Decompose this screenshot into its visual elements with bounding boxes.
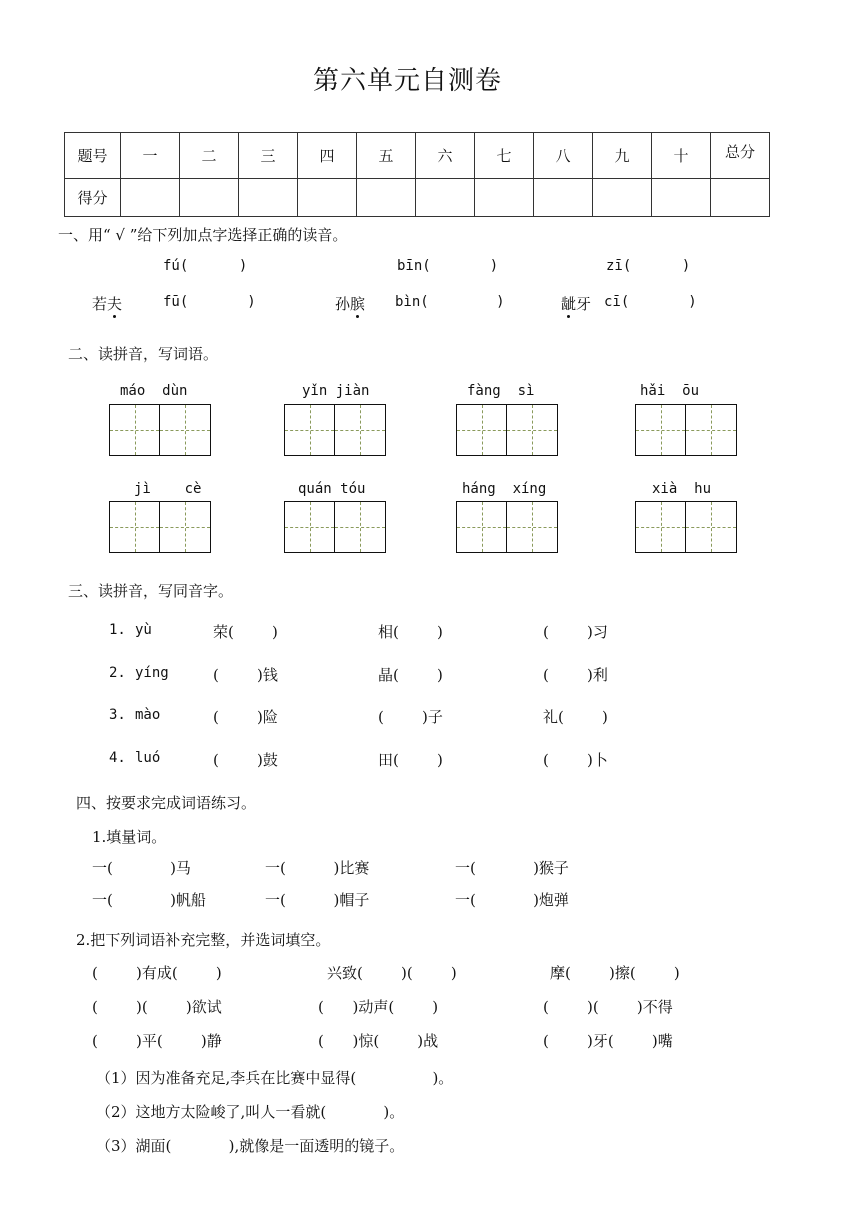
blank-item[interactable]: ( )鼓 [213,751,278,769]
blank-item[interactable]: ( )险 [213,708,278,726]
writing-grid[interactable] [456,404,558,456]
pinyin-label: jì cè [134,481,202,497]
measure-word-item[interactable]: 一( )比赛 [265,859,370,877]
score-table [64,132,770,217]
score-cell[interactable] [298,179,357,217]
idiom-blank[interactable]: ( )有成( ) [92,964,222,982]
blank-item[interactable]: ( )利 [543,666,608,684]
fill-sentence[interactable]: （3）湖面( ),就像是一面透明的镜子。 [96,1137,405,1155]
score-cell[interactable] [121,179,180,217]
pinyin-label: mào [135,707,161,723]
item-number: 1. [109,622,126,638]
measure-word-item[interactable]: 一( )猴子 [455,859,569,877]
page-title: 第六单元自测卷 [313,66,503,96]
blank-item[interactable]: 荣( ) [213,623,278,641]
blank-item[interactable]: ( )子 [378,708,443,726]
fill-sentence[interactable]: （1）因为准备充足,李兵在比赛中显得( )。 [96,1069,454,1087]
blank-item[interactable]: ( )卜 [543,751,608,769]
section-1-heading: 一、用“ √ ”给下列加点字选择正确的读音。 [58,226,348,244]
writing-grid[interactable] [109,501,211,553]
score-header-cell: 四 [298,133,357,179]
idiom-blank[interactable]: ( )( )不得 [543,998,673,1016]
pinyin-label: fàng sì [467,383,535,399]
blank-item[interactable]: 相( ) [378,623,443,641]
pinyin-label: máo dùn [120,383,188,399]
idiom-blank[interactable]: 摩( )擦( ) [550,964,680,982]
section-2-heading: 二、读拼音，写词语。 [68,345,219,363]
dotted-char: 龇 [561,295,577,313]
pinyin-label: hǎi ōu [640,383,700,399]
score-cell[interactable] [711,179,770,217]
score-cell[interactable] [239,179,298,217]
fill-sentence[interactable]: （2）这地方太险峻了,叫人一看就( )。 [96,1103,405,1121]
pinyin-label: háng xíng [462,481,547,497]
score-header-cell: 二 [180,133,239,179]
score-header-cell: 六 [416,133,475,179]
blank-item[interactable]: 田( ) [378,751,443,769]
section-3-heading: 三、读拼音，写同音字。 [68,582,234,600]
writing-grid[interactable] [284,404,386,456]
score-header-cell: 总分 [711,133,770,179]
score-header-cell: 七 [475,133,534,179]
measure-word-item[interactable]: 一( )炮弹 [455,891,569,909]
pinyin-option[interactable]: fū( ) [163,294,256,310]
word-part: 孙 [335,295,351,313]
idiom-blank[interactable]: ( )动声( ) [318,998,439,1016]
word-part: 牙 [576,295,592,313]
score-header-cell: 九 [593,133,652,179]
idiom-blank[interactable]: 兴致( )( ) [327,964,457,982]
dotted-char: 膑 [350,295,366,313]
measure-word-item[interactable]: 一( )帆船 [92,891,206,909]
blank-item[interactable]: 礼( ) [543,708,608,726]
idiom-blank[interactable]: ( )牙( )嘴 [543,1032,673,1050]
blank-item[interactable]: ( )习 [543,623,608,641]
blank-item[interactable]: 晶( ) [378,666,443,684]
score-cell[interactable] [475,179,534,217]
writing-grid[interactable] [635,404,737,456]
score-header-cell: 三 [239,133,298,179]
item-number: 3. [109,707,126,723]
score-header-cell: 题号 [65,133,121,179]
score-header-cell: 一 [121,133,180,179]
pinyin-option[interactable]: fú( ) [163,258,248,274]
writing-grid[interactable] [284,501,386,553]
dotted-word [335,293,365,314]
score-cell[interactable] [357,179,416,217]
subsection-heading: 2.把下列词语补充完整，并选词填空。 [76,931,331,949]
writing-grid[interactable] [109,404,211,456]
pinyin-label: yíng [135,665,169,681]
dotted-char: 夫 [107,295,123,313]
score-header-cell: 十 [652,133,711,179]
subsection-heading: 1.填量词。 [92,828,167,846]
score-header-cell: 五 [357,133,416,179]
pinyin-option[interactable]: bīn( ) [397,258,499,274]
item-number: 4. [109,750,126,766]
item-number: 2. [109,665,126,681]
pinyin-label: xià hu [652,481,712,497]
idiom-blank[interactable]: ( )惊( )战 [318,1032,439,1050]
pinyin-label: luó [135,750,161,766]
score-table-score-row [65,179,770,217]
pinyin-label: yù [135,622,152,638]
writing-grid[interactable] [456,501,558,553]
score-cell[interactable] [180,179,239,217]
pinyin-label: quán tóu [298,481,366,497]
score-cell[interactable] [416,179,475,217]
dotted-word [561,293,591,314]
score-row-label: 得分 [65,179,121,217]
writing-grid[interactable] [635,501,737,553]
dotted-word [92,293,122,314]
score-cell[interactable] [534,179,593,217]
pinyin-option[interactable]: bìn( ) [395,294,505,310]
measure-word-item[interactable]: 一( )马 [92,859,191,877]
idiom-blank[interactable]: ( )平( )静 [92,1032,222,1050]
idiom-blank[interactable]: ( )( )欲试 [92,998,222,1016]
score-header-cell: 八 [534,133,593,179]
pinyin-option[interactable]: zī( ) [606,258,691,274]
pinyin-option[interactable]: cī( ) [604,294,697,310]
score-table-header-row [65,133,770,179]
score-cell[interactable] [652,179,711,217]
blank-item[interactable]: ( )钱 [213,666,278,684]
pinyin-label: yǐn jiàn [302,383,370,399]
score-cell[interactable] [593,179,652,217]
word-part: 若 [92,295,108,313]
section-4-heading: 四、按要求完成词语练习。 [76,794,257,812]
measure-word-item[interactable]: 一( )帽子 [265,891,370,909]
